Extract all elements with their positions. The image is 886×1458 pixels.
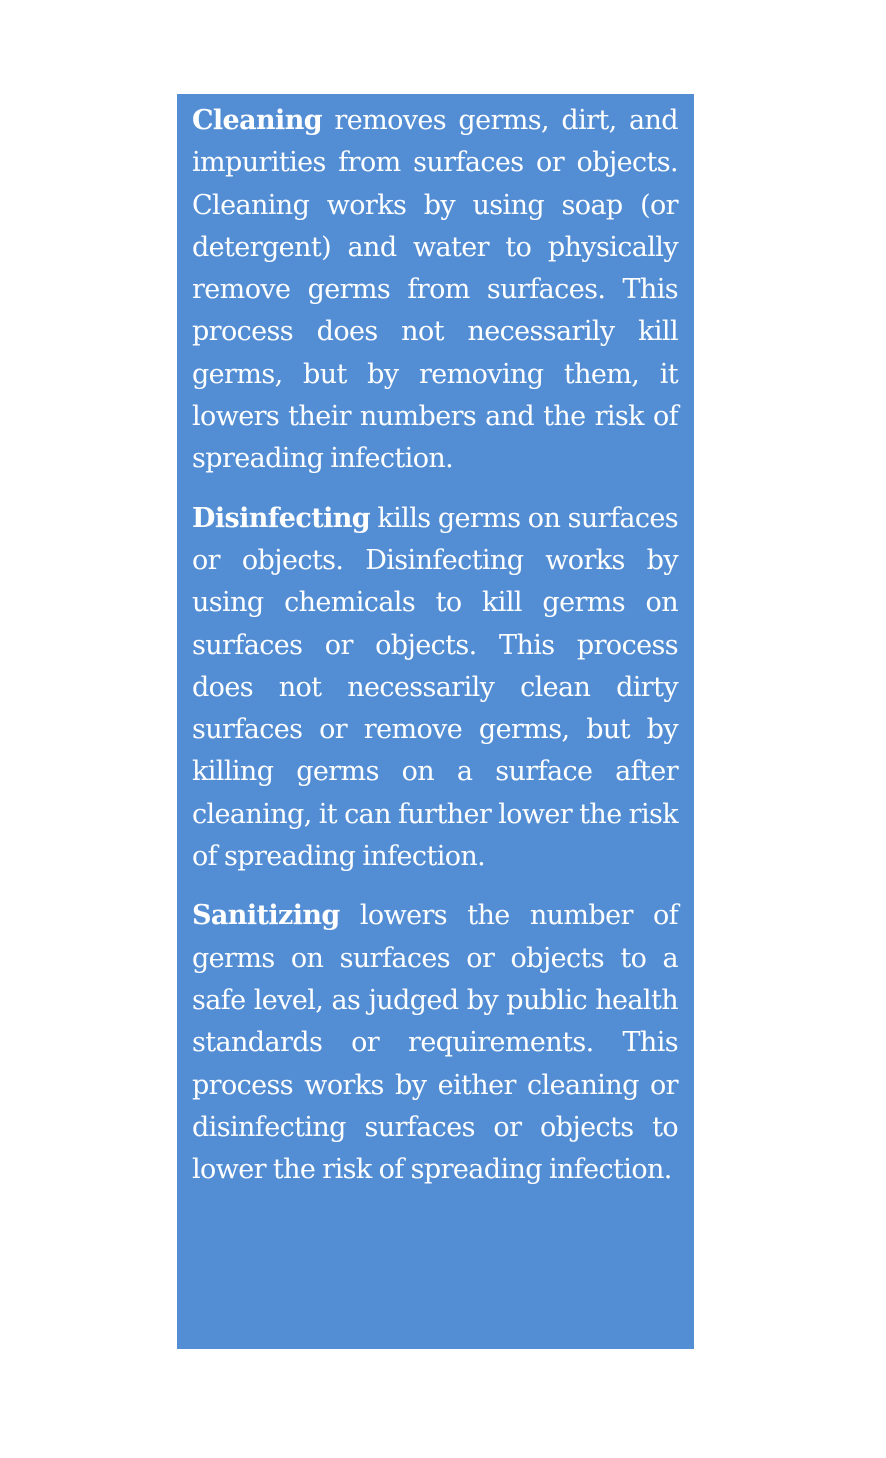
definition-sanitizing-text: lowers the number of germs on surfaces or objects to a safe level, as judged by public health standards or requirements. This process works by either cleaning or disinfecting surfaces or objects to lower the risk of spreading infection. (192, 900, 678, 1186)
definition-cleaning-text: removes germs, dirt, and impurities from surfaces or objects. Cleaning works by using soap (or detergent) and water to physically remove germs from surfaces. This process does not necessarily kill germs, but by removing them, it lowers their numbers and the risk of spreading infection. (192, 105, 678, 475)
term-disinfecting: Disinfecting (192, 502, 371, 534)
term-cleaning: Cleaning (192, 105, 323, 136)
term-sanitizing: Sanitizing (192, 900, 340, 932)
definitions-box (177, 94, 694, 1349)
definition-sanitizing (192, 895, 678, 1191)
definition-cleaning (192, 100, 678, 481)
definition-disinfecting (192, 498, 678, 879)
definition-disinfecting-text: kills germs on surfaces or objects. Disinfecting works by using chemicals to kill germs on surfaces or objects. This process does not necessarily clean dirty surfaces or remove germs, but by killing germs on a surface after cleaning, it can further lower the risk of spreading infection. (192, 502, 678, 873)
